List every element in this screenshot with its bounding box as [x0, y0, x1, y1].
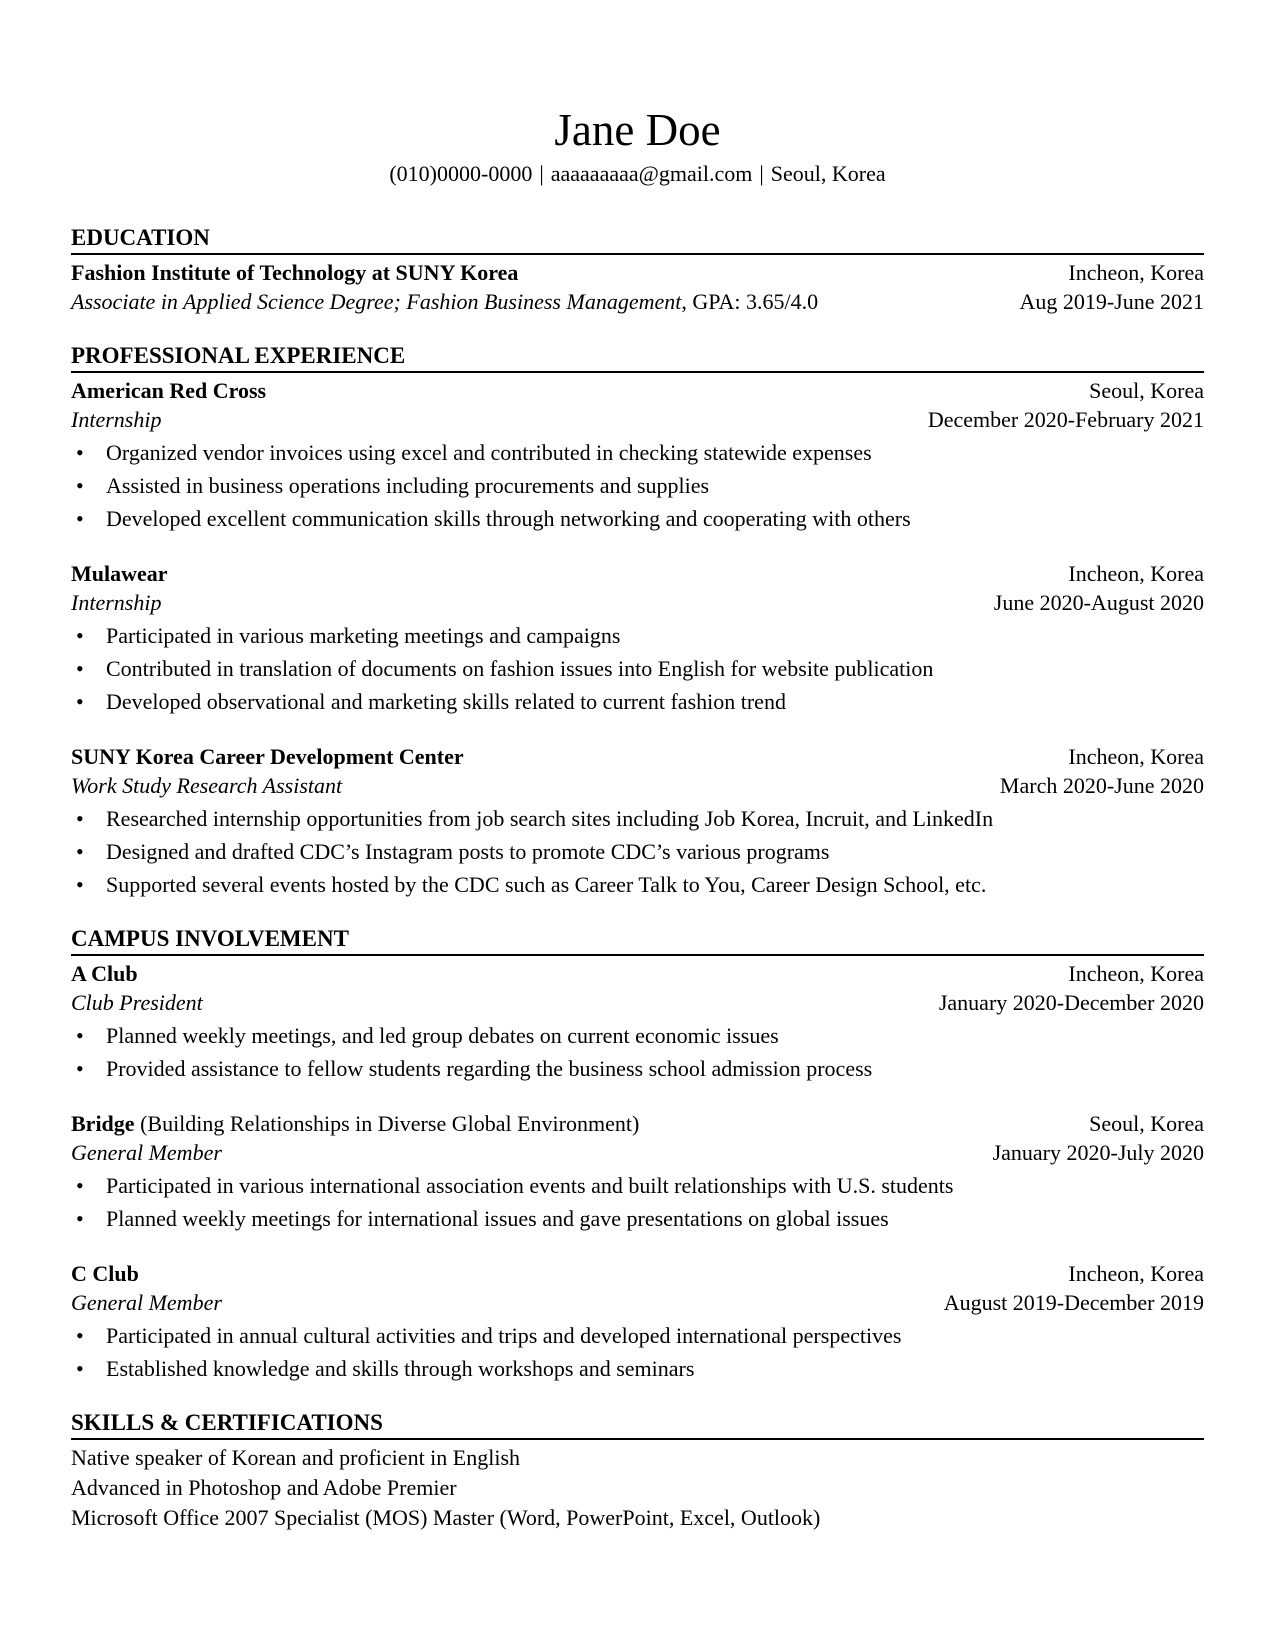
campus-entry [71, 1259, 1204, 1383]
bullet-item: • Established knowledge and skills through workshops and seminars [71, 1354, 1204, 1383]
entry-dates: January 2020-December 2020 [938, 990, 1204, 1015]
bullet-item: • Contributed in translation of documents on fashion issues into English for website publication [71, 654, 1204, 683]
entry-subtitle-row [71, 588, 1204, 617]
contact-line [71, 159, 1204, 188]
employer-name: American Red Cross [71, 378, 267, 403]
contact-separator: | [539, 161, 544, 186]
education-entry [71, 258, 1204, 316]
experience-entry [71, 742, 1204, 899]
bullet-item: • Developed excellent communication skills through networking and cooperating with others [71, 504, 1204, 533]
campus-entry [71, 1109, 1204, 1233]
entry-title-row [71, 1109, 1204, 1138]
skill-line: Microsoft Office 2007 Specialist (MOS) Master (Word, PowerPoint, Excel, Outlook) [71, 1505, 821, 1530]
bullet-item: • Participated in various international association events and built relationships with U.S. students [71, 1171, 1204, 1200]
bullet-item: • Participated in annual cultural activities and trips and developed international perspectives [71, 1321, 1204, 1350]
entry-dates: January 2020-July 2020 [992, 1140, 1204, 1165]
person-name: Jane Doe [554, 105, 721, 155]
section-education [71, 224, 1204, 316]
degree-line [71, 287, 818, 316]
bullet-list [71, 438, 1204, 533]
employer-name: SUNY Korea Career Development Center [71, 744, 464, 769]
entry-subtitle-row [71, 1288, 1204, 1317]
entry-subtitle-row [71, 771, 1204, 800]
entry-dates: December 2020-February 2021 [927, 407, 1204, 432]
section-heading-education: EDUCATION [71, 224, 1204, 255]
bullet-item: • Researched internship opportunities from job search sites including Job Korea, Incruit, and LinkedIn [71, 804, 1204, 833]
entry-location: Incheon, Korea [1068, 561, 1204, 586]
club-name-expansion: (Building Relationships in Diverse Global Environment) [134, 1111, 640, 1136]
contact-location: Seoul, Korea [770, 161, 886, 186]
club-name: Bridge [71, 1111, 135, 1136]
job-title: Internship [71, 590, 162, 615]
skill-line: Native speaker of Korean and proficient in English [71, 1445, 521, 1470]
section-heading-skills: SKILLS & CERTIFICATIONS [71, 1409, 1204, 1440]
bullet-item: • Assisted in business operations including procurements and supplies [71, 471, 1204, 500]
club-name: C Club [71, 1261, 139, 1286]
contact-separator: | [759, 161, 764, 186]
bullet-item: • Supported several events hosted by the CDC such as Career Talk to You, Career Design School, etc. [71, 870, 1204, 899]
entry-dates: Aug 2019-June 2021 [1019, 289, 1204, 314]
entry-title-row [71, 1259, 1204, 1288]
skill-line: Advanced in Photoshop and Adobe Premier [71, 1475, 457, 1500]
entry-title-row [71, 959, 1204, 988]
entry-dates: August 2019-December 2019 [943, 1290, 1204, 1315]
bullet-list [71, 1321, 1204, 1383]
job-title: Internship [71, 407, 162, 432]
entry-title-row [71, 742, 1204, 771]
bullet-item: • Planned weekly meetings, and led group debates on current economic issues [71, 1021, 1204, 1050]
entry-subtitle-row [71, 988, 1204, 1017]
entry-title-row [71, 376, 1204, 405]
section-experience [71, 342, 1204, 899]
school-name: Fashion Institute of Technology at SUNY Korea [71, 260, 519, 285]
bullet-list [71, 804, 1204, 899]
member-role: Club President [71, 990, 203, 1015]
experience-entry [71, 559, 1204, 716]
bullet-item: • Participated in various marketing meetings and campaigns [71, 621, 1204, 650]
bullet-list [71, 621, 1204, 716]
section-heading-experience: PROFESSIONAL EXPERIENCE [71, 342, 1204, 373]
section-campus-involvement [71, 925, 1204, 1383]
club-name: A Club [71, 961, 138, 986]
entry-dates: June 2020-August 2020 [993, 590, 1204, 615]
member-role: General Member [71, 1140, 222, 1165]
job-title: Work Study Research Assistant [71, 773, 343, 798]
club-name-line [71, 1109, 639, 1138]
entry-location: Incheon, Korea [1068, 961, 1204, 986]
entry-location: Seoul, Korea [1089, 378, 1204, 403]
entry-dates: March 2020-June 2020 [999, 773, 1204, 798]
employer-name: Mulawear [71, 561, 168, 586]
entry-location: Incheon, Korea [1068, 744, 1204, 769]
resume-header [71, 104, 1204, 188]
bullet-item: • Provided assistance to fellow students regarding the business school admission process [71, 1054, 1204, 1083]
bullet-item: • Developed observational and marketing skills related to current fashion trend [71, 687, 1204, 716]
campus-entry [71, 959, 1204, 1083]
bullet-item: • Organized vendor invoices using excel and contributed in checking statewide expenses [71, 438, 1204, 467]
bullet-item: • Planned weekly meetings for international issues and gave presentations on global issues [71, 1204, 1204, 1233]
section-skills [71, 1409, 1204, 1533]
entry-title-row [71, 559, 1204, 588]
experience-entry [71, 376, 1204, 533]
member-role: General Member [71, 1290, 222, 1315]
entry-location: Seoul, Korea [1089, 1111, 1204, 1136]
degree-name: Associate in Applied Science Degree; Fashion Business Management [71, 289, 682, 314]
gpa-text: , GPA: 3.65/4.0 [681, 289, 819, 314]
phone-number: (010)0000-0000 [389, 161, 533, 186]
entry-title-row [71, 258, 1204, 287]
entry-subtitle-row [71, 1138, 1204, 1167]
bullet-item: • Designed and drafted CDC’s Instagram posts to promote CDC’s various programs [71, 837, 1204, 866]
section-heading-campus: CAMPUS INVOLVEMENT [71, 925, 1204, 956]
bullet-list [71, 1171, 1204, 1233]
entry-location: Incheon, Korea [1068, 1261, 1204, 1286]
bullet-list [71, 1021, 1204, 1083]
email-address: aaaaaaaaa@gmail.com [550, 161, 753, 186]
entry-subtitle-row [71, 405, 1204, 434]
entry-location: Incheon, Korea [1068, 260, 1204, 285]
entry-subtitle-row [71, 287, 1204, 316]
